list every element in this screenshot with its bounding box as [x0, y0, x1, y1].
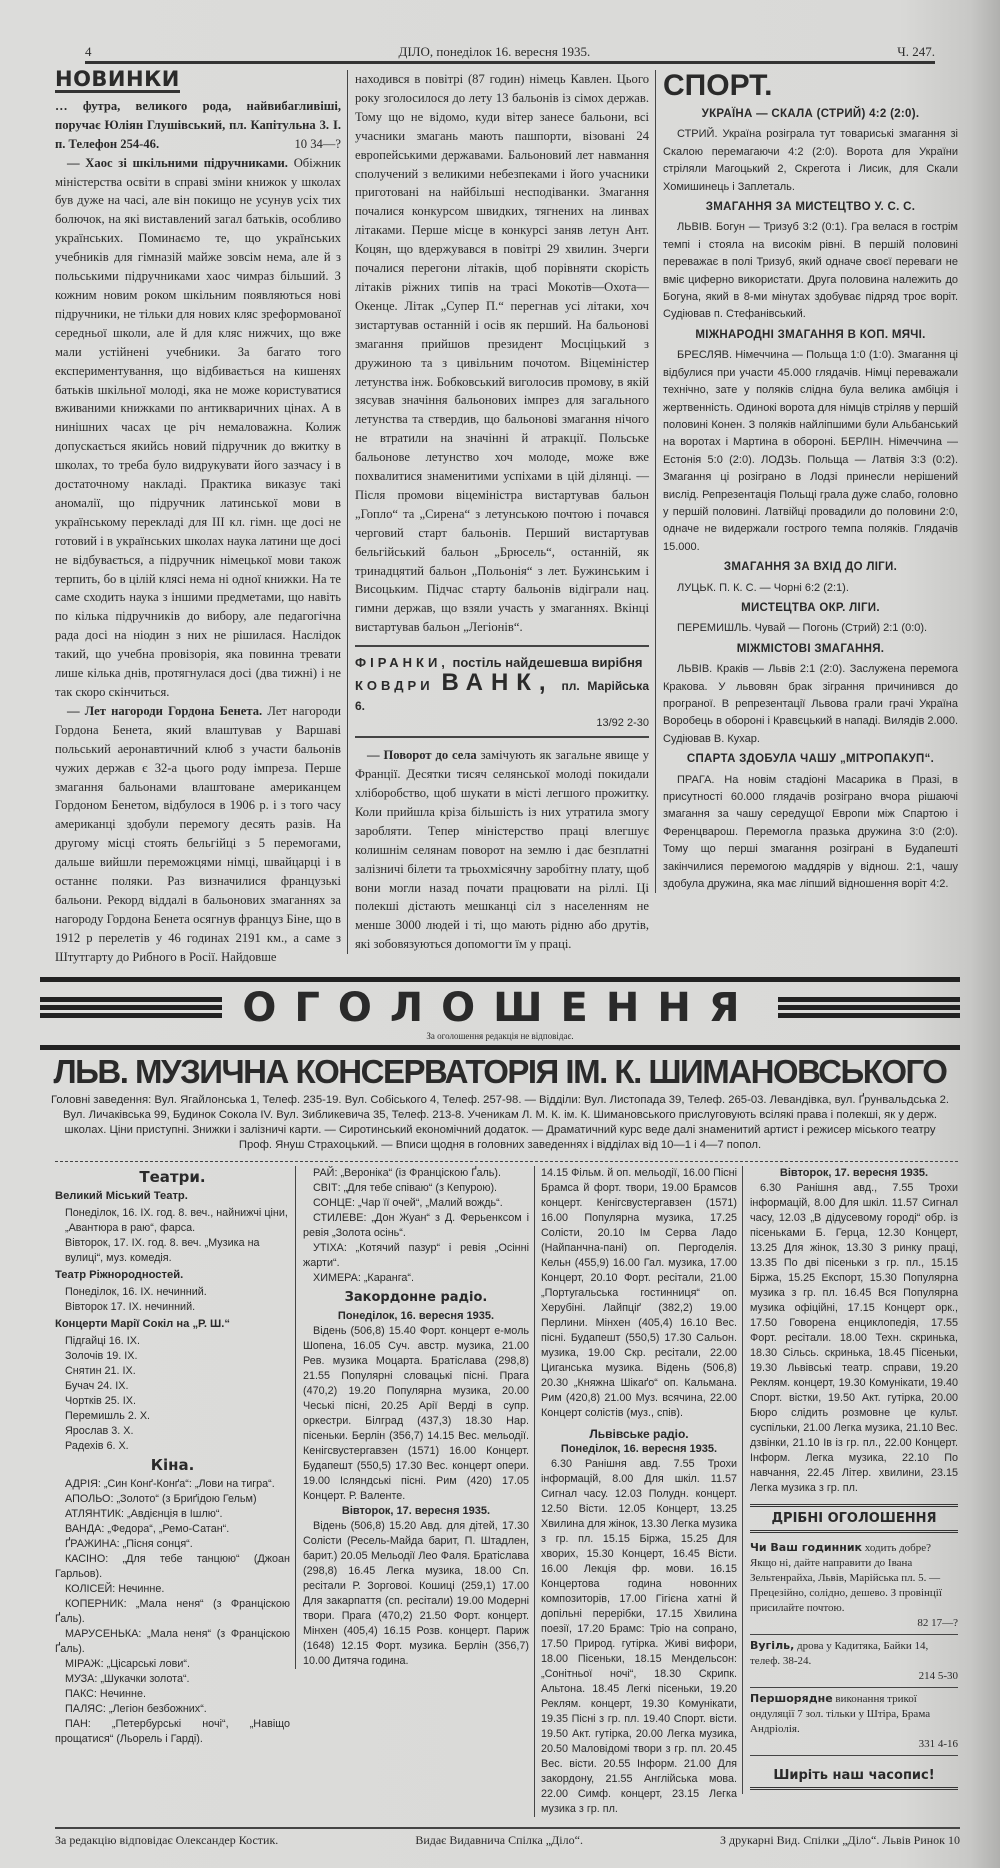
sport-report: ЛЬВІВ. Богун — Тризуб 3:2 (0:1). Гра велася в гострім темпі і стояла на високім рівні. В першій половині переважає в полі Тризуб, який одначе своєї переваги не вміє циферно використати. Друга половина належить до Богуна, який в 8-ми мінутах здобуває підряд троє воріт. Судіював п. Стефанівський.: [663, 221, 958, 321]
ad-word: КОВДРИ: [355, 678, 434, 694]
cinema-listing: ХИМЕРА: „Каранга“.: [313, 1272, 414, 1285]
sport-headline: УКРАЇНА — СКАЛА (СТРИЙ) 4:2 (2:0).: [701, 108, 920, 120]
theatre-listing: Підгайці 16. IX.: [65, 1335, 140, 1348]
cinema-listing: ҐРАЖИНА: „Пісня сонця“.: [65, 1538, 193, 1551]
ad-text: виконання трикої ондуляції 7 зол. тільки у Штіра, Брама Андріолія.: [750, 1693, 931, 1736]
page-footer: [55, 1827, 960, 1848]
cinema-listing: МАРУСЕНЬКА: „Мала неня“ (з Франціскою Ґаль).: [55, 1628, 290, 1656]
cinema-listing: КОЛІСЕЙ: Нечинне.: [65, 1583, 165, 1596]
ad-address: пл. Марійська 6.: [355, 679, 649, 714]
sport-headline: СПАРТА ЗДОБУЛА ЧАШУ „МІТРОПАКУП“.: [686, 753, 935, 766]
sport-report: СТРИЙ. Україна розіграла тут товариські змагання зі Скалою перемагаючи 4:2 (2:0). Ворота для України стріляли Магоцький 2, Скрегота і Лисик, для Скали Хомишинець і Заплеталь.: [663, 128, 958, 193]
news-column: [55, 67, 347, 967]
theatre-listing: Чортків 25. IX.: [65, 1395, 136, 1408]
divider: [40, 1045, 960, 1050]
theatre-listing: Перемишль 2. X.: [65, 1410, 151, 1423]
theatre-listing: Понеділок, 16. IX. нечинний.: [65, 1286, 207, 1299]
conservatory-title: ЛЬВ. МУЗИЧНА КОНСЕРВАТОРІЯ ІМ. К. ШИМАНОВСЬКОГО: [53, 1052, 947, 1090]
cinema-listing: ПАЛЯС: „Легіон безбожних“.: [65, 1703, 207, 1716]
sport-headline: ЗМАГАННЯ ЗА МИСТЕЦТВО У. С. С.: [705, 201, 916, 214]
cinema-listing: СОНЦЕ: „Чар її очей“, „Малий вождь“.: [313, 1197, 503, 1210]
sport-title: СПОРТ.: [663, 69, 773, 102]
small-ad: [750, 1537, 958, 1635]
article-text: Обіжник міністерства освіти в справі зміни книжок у школах був дуже на часі, але він покищо не усунув усіх тих болючок, на які виставлений загал батьків, особливо українських. Поминаємо те, що українських учебників для гімназій майже зовсім нема, але й з польськими підручниками хаос чимраз більший. З кожним новим роком шкільним появляються нові підручники, не тільки для нових кляс зреформованої середньої школи, але й для кляс нижчих, що вже мали устійнені учебники. За багато того експериментування, що відбивається на кишенях батьків шкільної молоді, яка не може користуватися вживаними книжками по антикваричних цінах. А в нинішних часах це річ немаловажна. Колиж допускається якийсь новий підручник до вжитку в школах, то треба було видрукувати його зазчасу і в достаточному накладі. Практика виказує такі аномалії, що підручник латинської мови в українському перекладі для ІІІ кл. гімн. ще досі не готовий і в українських школах наука латини ще досі не відбувається, а підручник німецької мови також терпить, бо в цілій клясі нема ні одної книжки. На те саме сходить наука з іншими предметами, що навіть по кілька підручників до вибору, але педагогічна рада досі на ніодин з них не рішилася. Наслідок такий, що учебна провізорія, яка повинна тревати лише кілька днів, протягнулася досі (два тижні) і не так скоро скінчиться.: [55, 155, 341, 699]
ad-text: ходить добре? Якщо ні, дайте направити до Івана Зельтенрайха, Львів, Марійська пл. 5. — Прецезійно, солідно, дешево. З провінції присилайте почтою.: [750, 1542, 942, 1615]
radio-program: 6.30 Ранішня авд., 7.55 Трохи інформацій, 8.00 Для шкіл. 11.57 Сигнал часу, 12.03 „В дідусевому городі“ обр. із пісеньками Б. Герца, 12.30 Концерт, 13.25 Для жінок, 13.30 З ринку праці, 13.35 По дві пісеньки з гр. пл., 15.15 Біржа, 15.25 Експорт, 15.30 Популярна музика з гр. пл. 16.45 Вся Популярна музика офіційні, 17.15 Концерт орк., 17.50 Говорена енциклопедія, 17.55 Форт. ресітали. 18.00 Техн. скринька, 18.30 Сільсь. скринька, 18.45 Пісеньки, 19.30 Львівські театр. справи, 19.20 Реклям. концерт, 19.30 Комунікати, 19.40 Спорт. вістки, 19.50 Акт. гутірка, 20.00 Бюро слідить розмовне це культ. суспільки, 21.00 Легка музика, 21.10 Вес. дзвінки, 21.10 Ів із гр. пл., 22.00 Концерт. Інформ. Легка музика, 22.10 По навчання, 22.45 Літер. хвилини, 23.15 Легка музика з гр. пл.: [750, 1182, 958, 1495]
article-text: Лет нагороди Гордона Бенета, який влаштував у Варшаві польський аеронавтичний клюб з участи бальонів чужих держав є 32-а цього роду імпреза. Перше змагання бальонами влаштоване американцем Гордоном Бенетом, відбулося в 1906 р. і з того часу американці здобули перемогу десять разів. На другому місці стоять бельгійці з 5 перемогами, дальше вийшли переможцями німці, швайцарці і в останнє поляки. Раз визначилися французькі бальони. Рекорд віддалі в бальонових змаганнях за нагороду Гордона Бенета осягнув француз Біне, що в 1912 р перелетів у 46 годинах 2191 км., а саме з Штутгарту до Рибного в Росії. Найдовше: [55, 703, 341, 964]
cinema-listing: РАЙ: „Вероніка“ (із Франціскою Ґаль).: [313, 1167, 502, 1180]
cinema-listing: АТЛЯНТИК: „Авдієнція в Ішлю“.: [65, 1508, 223, 1521]
theatre-name: Театр Ріжнородностей.: [55, 1269, 184, 1282]
sport-headline: МІЖНАРОДНІ ЗМАГАННЯ В КОП. МЯЧІ.: [695, 328, 926, 341]
theatre-listing: Радехів 6. X.: [65, 1440, 129, 1453]
theatre-listing: Вівторок, 17. IX. год. 8. веч. „Музика на вулиці“, муз. комедія.: [65, 1237, 260, 1265]
sport-report: ПРАГА. На новім стадіоні Масарика в Празі, в присутності 60.000 глядачів розіграно вчора рішаючі змагання за чашу середущої Европи між Спартою і Ференцварош. Перемогла празька дружина 3:0 (2:0). Тому що перші змагання розіграні в Будапешті закінчилися перемогою маддярів у віднош. 2:1, чашу здобула дружина, яка має ліпший відношення воріт 4:2.: [663, 773, 958, 891]
sport-headline: МІЖМІСТОВІ ЗМАГАННЯ.: [736, 642, 885, 655]
radio-program: Відень (506,8) 15.40 Форт. концерт е-моль Шопена, 16.05 Суч. австр. музика, 21.00 Рев. музика Моцарта. Братіслава (298,8) 21.55 Популярні словацькі пісні. Прага (470,2) 19.20 Популярна музика, 20.00 Чеські пісні, 20.25 Арії Верді в супр. оркестри. Білград (437,3) 18.30 Нар. пісеньки. Берлін (356,7) 14.15 Вес. мельодії. Кенігсвустергавзен (1571) 16.00 Концерт. Будапешт (550,5) 17.30 Вес. концерт опери. 19.00 Ісляндські пісні. Рим (420) 17.05 Концерт. Р. Валенте.: [303, 1325, 529, 1503]
article-balloon: [55, 702, 341, 967]
sport-report: ПЕРЕМИШЛЬ. Чувай — Погонь (Стрий) 2:1 (0:0).: [677, 622, 928, 635]
footer-publisher: Видає Видавнича Спілка „Діло“.: [415, 1833, 583, 1848]
radio-day: Вівторок, 17. вересня 1935.: [779, 1167, 929, 1180]
lviv-radio-title: Львівське радіо.: [589, 1427, 689, 1442]
sport-report: ЛУЦЬК. П. К. С. — Чорні 6:2 (2:1).: [677, 581, 849, 594]
cinema-listing: УТІХА: „Котячий пазур“ і ревія „Осінні жарти“.: [303, 1242, 529, 1270]
conservatory-text: Головні заведення: Вул. Ягайлонська 1, Телеф. 235-19. Вул. Собіського 4, Телеф. 257-98. — Відділи: Вул. Листопада 39, Телеф. 265-03. Левандівка, вул. Ґрунвальдська 2. Вул. Личаківська 99, Будинок Сокола IV. Вул. Зибликевича 35, Телеф. 213-8. Ученикам Л. М. К. ім. К. Шимановського прислуговують всілякі права і полекші, як у держ. школах. Ціни приступні. Знижки і залізничі карти. — Сиротинський економічний додаток. — Драматичний курс веде далі знаменитий артист і режисер міського театру Проф. Януш Страхоцький. — Вписи щодня в головних заведеннях і відділах від 10—1 і 4—7 попол.: [50, 1093, 950, 1152]
top-columns: [55, 67, 958, 967]
theatre-listing: Понеділок, 16. IX. год. 8. веч., найнижчі ціни, „Авантюра в раю“, фарса.: [65, 1207, 288, 1235]
ad-code: 82 17—?: [917, 1617, 958, 1630]
ad-code: 214 5-30: [918, 1670, 958, 1683]
cinemas-title: Кіна.: [150, 1456, 195, 1475]
cinema-listing: МІРАЖ: „Цісарські лови“.: [65, 1658, 190, 1671]
cinema-listing: СВІТ: „Для тебе співаю“ (з Кепурою).: [313, 1182, 498, 1195]
cinema-listing: ПАКС: Нечинне.: [65, 1688, 146, 1701]
slogan: Ширіть наш часопис!: [750, 1764, 958, 1790]
masthead: ДІЛО, понеділок 16. вересня 1935.: [398, 44, 591, 59]
sport-column: [655, 70, 958, 893]
cinema-listing: СТИЛЕВЕ: „Дон Жуан“ з Д. Ферьенксом і ревія „Золота осінь“.: [303, 1212, 529, 1240]
theatre-name: Великий Міський Театр.: [55, 1190, 188, 1203]
footer-printer: З друкарні Вид. Спілки „Діло“. Львів Ринок 10: [719, 1833, 960, 1848]
small-ad: [750, 1635, 958, 1688]
fur-ad: [55, 97, 341, 154]
cinema-listing: ВАНДА: „Федора“, „Ремо-Сатан“.: [65, 1523, 230, 1536]
cinema-listing: АПОЛЬО: „Золото“ (з Бриґідою Гельм): [65, 1493, 257, 1506]
ad-keyword: Першорядне: [750, 1692, 833, 1706]
sport-report: ЛЬВІВ. Краків — Львів 2:1 (2:0). Заслужена перемога Кракова. У львовян брак зіграння причинився до програної. В репрезентації Львова грали грачі Україна Воробець в обороні і Кравєцький в нападі. Вилядів 2.000. Судіював В. Кухар.: [663, 663, 958, 745]
page-number: 4: [85, 44, 92, 59]
article-headline: — Лет нагороди Гордона Бенета.: [67, 703, 263, 718]
article-headline: — Поворот до села: [367, 748, 477, 763]
radio-program: Відень (506,8) 15.20 Авд. для дітей, 17.30 Солісти (Ресель-Майда барит, П. Штадлен, барит.) 20.05 Мельодії Лео Фаля. Братіслава (298,8) 16.45 Легка музика, 18.00 Сп. ресітали Р. Зорговоі. Кошиці (259,1) 17.00 Для закарпаття (сп. ресітали) 19.00 Модерні твори. Прага (470,2) 21.50 Форт. концерт. Мінхен (405,4) 16.15 Розв. концерт. Париж (1648) 12.15 Форт. музика. Берлін (356,7) 10.00 Дитяча година.: [303, 1520, 529, 1668]
middle-column: [347, 70, 655, 954]
vank-ad: [355, 645, 649, 738]
theatre-listing: Вівторок 17. IX. нечинний.: [65, 1301, 196, 1314]
radio-program: 14.15 Фільм. й оп. мельодії, 16.00 Пісні Брамса й форт. твори, 19.00 Брамсов концерт. Кенігсвустергавзен (1571) 16.00 Популярна музика, 17.25 Солісти, 20.10 Ім Серва Ладо (Найпанчна-пані) оп. Пергоделія. Кельн (455,9) 16.00 Гал. музика, 17.00 Концерт, 20.10 Форт. ресітали, 21.00 „Португальська гостинниця“ оп. Херубіні. Лайпціґ (382,2) 19.00 Перлини. Мінхен (405,4) 16.10 Вес. пісні. Будапешт (550,5) 17.30 Сальон. музика, 19.00 Скр. ресітали, 22.00 Циганська музика. Відень (506,8) 20.30 „Княжна Шікаґо“ оп. Кальмана. Рим (420,8) 21.00 Муз. всячина, 22.00 Концерт солістів (муз., спів).: [541, 1167, 737, 1420]
article-headline: — Хаос зі шкільними підручниками.: [67, 155, 288, 170]
radio-day: Понеділок, 16. вересня 1935.: [560, 1443, 718, 1456]
theatre-listing: Снятин 21. IX.: [65, 1365, 136, 1378]
cinema-listing: АДРІЯ: „Син Конґ-Конґа“: „Лови на тигра“.: [65, 1478, 275, 1491]
article-balloon-cont: находився в повітрі (87 годин) німець Кавлен. Цього року зголосилося до лету 13 бальонів із сімох держав. Тому що не відомо, куди вітер занесе бальони, всі учасники змагань мають пашпорти, візовані 24 европейськими державами. Бальоновий лет навмання сполучений з великими небезпеками і його учасники приготовані на найбільші несподіванки. Змагання почалися конкурсом швидких, тягнених на линвах літаками. Перше місце в конкурсі заняв летун Ант. Коцян, що вдержувався в повітрі 29 хвилин. Зчерги почалися перегони літаків, щоб порівняти скорість літаків ріжних типів на трасі Мокотів—Охота—Окенце. Літак „Супер П.“ перегнав усі літаки, хоч зистартував останній і осів як перший. На бальонові змагання прийшов президент Мосціцький з дружиною та з цивільним почотом. Віцеміністер летунства інж. Бобковський виголосив промову, в якій зясував значіння бальонових імпрез для загального летунства та ствердив, що бальонові змагання нічого не втратили на значінні й атракції. Польське бальонове летунство хоч молоде, може вже похвалитися знаменитими успіхами в цій ділянці. — Після промови віцеміністра вистартував бальон „Гопло“ та „Сирена“ з летунською почтою і почався черговий старт бальонів. Перший вистартував бельгійський бальон „Брюсель“, останній, як тринадцятий бальон „Польонія“ з лет. Бужинським і Висоцьким. Підчас старту бальонів відіграли нац. гимни держав, що взяли участь у змаганнях. Вкінці вистартував бальон „Легіонів“.: [355, 72, 649, 635]
radio-program: 6.30 Ранішня авд. 7.55 Трохи інформацій, 8.00 Для шкіл. 11.57 Сигнал часу. 12.03 Полудн. концерт. 12.50 Вісти. 12.05 Концерт, 13.25 Хвилина для жінок, 13.30 Легка музика з гр. пл. 15.15 Біржа, 15.25 Для хворих, 15.30 Концерт, 16.45 Вісти. 16.00 Лекція фр. мови. 16.15 Концертова година новонних композиторів, 17.00 Гігієна хатні й допільні перерібки, 17.15 Хвилина поезії, 17.20 Брамс: Тріо на сопрано, 17.50 Природ. гутірка. Живі вифори, 18.00 Пісеньки, 18.15 Мендельсон: „Сонітньої ночі“, 18.30 Скрипк. Альтона. 18.45 Легкі пісеньки, 19.20 Реклям. концерт, 19.30 Комунікати, 19.35 Пісні з гр. пл. 19.40 Спорт. вісти. 19.50 Акт. гутірка, 20.00 Легка музика, 20.50 Маловідомі твори з гр. пл. 20.45 Вес. вісти. 20.55 Інформ. 21.00 Для закордону, 21.55 Англійська мова. 22.00 Симф. концерт, 23.15 Легка музика з гр. пл.: [541, 1458, 737, 1816]
article-text: замічують як загальне явище у Франції. Десятки тисяч селянської молоді покидали хліборобство, щоб шукати в місті легшого прожитку. Коли прийшла кріза більшість із них утратила змогу заробляти. Тепер міністерство праці влегшує колишнім селянам поворот на землю і дає безплатні залізничі білети та трьохмісячну заробітну плату, щоб вони могли назад почати працювати на ріллі. Ці полекші дістають мешканці сіл з населенням не менше 3000 людей і ті, що мають рідню або друтів, які зобовязуються допомогти їм у праці.: [355, 748, 649, 952]
theatre-name: Концерти Марії Сокіл на „Р. Ш.“: [55, 1318, 231, 1331]
cinema-listing: КАСІНО: „Для тебе танцюю“ (Джоан Гарльов).: [55, 1553, 290, 1581]
divider: [40, 977, 960, 982]
footer-editor: За редакцію відповідає Олександер Костик.: [55, 1833, 279, 1848]
radio-column-2: [534, 1166, 742, 1817]
radio-column-3: [742, 1166, 958, 1794]
sport-headline: ЗМАГАННЯ ЗА ВХІД ДО ЛІГИ.: [723, 561, 898, 574]
fur-ad-code: 10 34—?: [294, 136, 341, 151]
cinema-listing: КОПЕРНИК: „Мала неня“ (з Франціскою Ґаль).: [55, 1598, 290, 1626]
theatre-listing: Бучач 24. IX.: [65, 1380, 129, 1393]
theatre-listing: Ярослав 3. X.: [65, 1425, 134, 1438]
bottom-columns: [55, 1161, 958, 1817]
issue-number: Ч. 247.: [897, 44, 935, 59]
cinema-listing: ПАН: „Петербурські ночі“, „Навіщо прощатися“ (Льорель і Гарді).: [55, 1718, 290, 1746]
small-ad: [750, 1688, 958, 1756]
fur-ad-text: … футра, великого рода, найвибагливіші, поручає Юліян Глушівський, пл. Капітульна 3. І. п. Телефон 254-46.: [55, 98, 341, 151]
radio-column-1: [295, 1166, 534, 1669]
radio-program: Вівторок, 17. вересня 1935.: [341, 1505, 491, 1518]
article-textbooks: [55, 154, 341, 702]
section-title: НОВИНКИ: [55, 67, 180, 91]
ad-word: ФІРАНКИ,: [355, 655, 449, 671]
ad-keyword: Чи Ваш годинник: [750, 1541, 863, 1555]
theatres-column: [55, 1166, 295, 1747]
cinema-listing: МУЗА: „Шукачки золота“.: [65, 1673, 190, 1686]
ad-brand: ВАНК,: [441, 669, 554, 697]
ad-code: 331 4-16: [918, 1738, 958, 1751]
ads-title: ОГОЛОШЕННЯ: [242, 984, 758, 1031]
sport-headline: МИСТЕЦТВА ОКР. ЛІГИ.: [741, 601, 880, 614]
theatres-title: Театри.: [139, 1168, 206, 1187]
sport-report: БРЕСЛЯВ. Німеччина — Польща 1:0 (1:0). Змагання ці відбулися при участи 45.000 глядачів. Німці переважали технічно, зате у поляків слідна була велика амбіція і жертвенність. Одинокі ворота для німців стріляв у першій половині Конен. З поляків найліпшими були Альбанський на воротах і Мартина в обороні. БЕРЛІН. Німеччина — Естонія 5:0 (2:0). ЛОДЗЬ. Польща — Латвія 3:3 (0:2). Змагання ці розіграно в Лодзі принесли нерішений вислід. Репрезентація Польщі грала дуже слабо, головно у першій половині. Латвійці провадили до половини 2:0, одначе не видержали гострого темпа поляків. Глядачів 15.000.: [663, 349, 958, 553]
page-header: [85, 44, 935, 64]
ads-banner: [40, 977, 960, 1154]
radio-program: Понеділок, 16. вересня 1935.: [337, 1310, 495, 1323]
theatre-listing: Золочів 19. IX.: [65, 1350, 138, 1363]
ad-text: дрова у Кадитяка, Байки 14, телеф. 38-24.: [750, 1640, 929, 1668]
small-ads-title: ДРІБНІ ОГОЛОШЕННЯ: [750, 1504, 958, 1533]
article-return-village: [355, 746, 649, 954]
ad-keyword: Вугіль,: [750, 1639, 795, 1653]
ads-disclaimer: За оголошення редакція не відповідає.: [426, 1030, 574, 1041]
ad-code: 13/92 2-30: [596, 717, 649, 730]
foreign-radio-title: Закордонне радіо.: [344, 1290, 488, 1306]
ad-word: постіль найдешевша вирібня: [452, 655, 643, 671]
